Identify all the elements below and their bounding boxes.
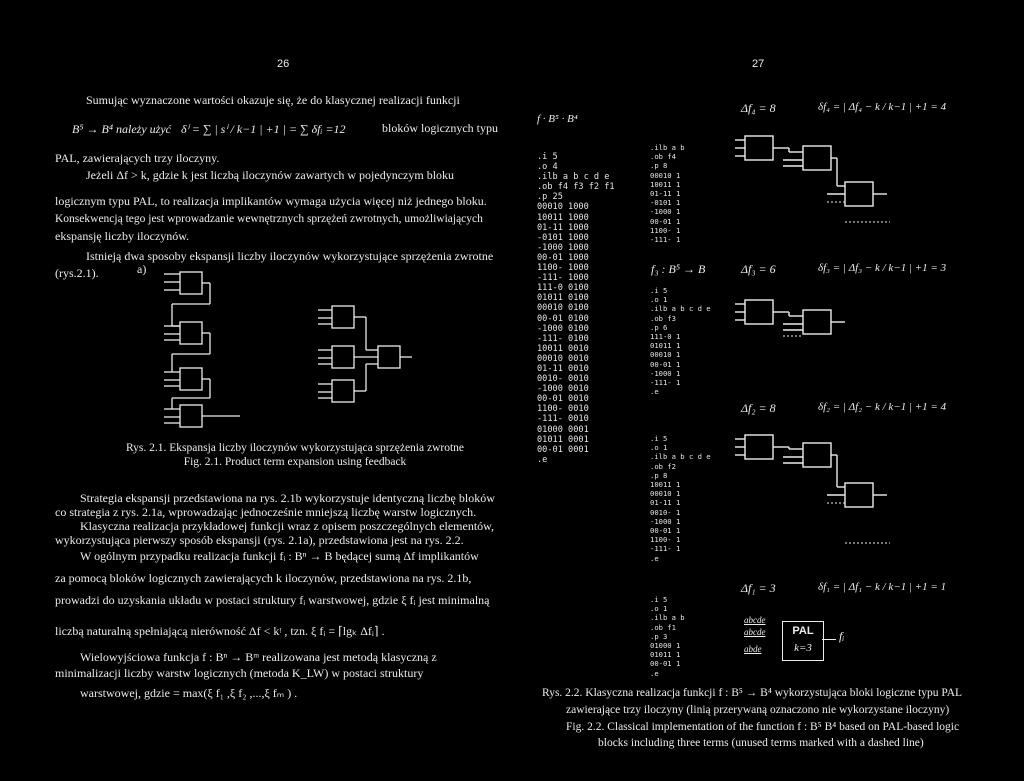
pla-listing-f1: .i 5 .o 1 .ilb a b .ob f1 .p 3 01000 1 01011 1 00-01 1 .e — [650, 595, 685, 678]
formula-tail-text: bloków logicznych typu — [382, 121, 498, 135]
f3-delta: Δf₃ = 6 — [741, 262, 776, 276]
pal-legend — [744, 615, 884, 665]
paragraph-6-line-1: W ogólnym przypadku realizacja funkcji fᵢ : Bⁿ → B będącej sumą Δf implikantów — [80, 549, 479, 563]
pal-output-label: fᵢ — [839, 629, 845, 643]
paragraph-4-line-2: co strategia z rys. 2.1a, wprowadzając jednocześnie mniejszą liczbę warstw logicznych. — [55, 505, 477, 519]
paragraph-6-line-4: liczbą naturalną spełniającą nierówność Δf < kᵎ , tzn. ξ fᵢ = ⌈lgₖ Δfᵢ⌉ . — [55, 624, 385, 638]
paragraph-4-line-1: Strategia ekspansji przedstawiona na rys. 2.1b wykorzystuje identyczną liczbę bloków — [80, 491, 495, 505]
pla-listing-f2: .i 5 .o 1 .ilb a b c d e .ob f2 .p 8 10011 1 00010 1 01-11 1 0010- 1 -1000 1 00-01 1 1100- 1 -111- 1 .e — [650, 434, 711, 563]
f1-delta: Δf₁ = 3 — [741, 581, 776, 595]
figure-2-2-caption-en-2: blocks including three terms (unused terms marked with a dashed line) — [598, 737, 924, 749]
paragraph-7-line-1: Wielowyjściowa funkcja f : Bⁿ → Bᵐ realizowana jest metodą klasyczną z — [80, 650, 437, 664]
figure-2-2-caption-pl-1: Rys. 2.2. Klasyczna realizacja funkcji f : B⁵ → B⁴ wykorzystująca bloki logiczne typu PAL — [542, 687, 963, 699]
figure-2-1-diagram — [150, 260, 430, 435]
formula-block-count: δⁱ = ∑ | sⁱ / k−1 | +1 | = ∑ δfᵢ =12 — [181, 122, 346, 136]
f4-delta-formula: δf₄ = | Δf₄ − k / k−1 | +1 = 4 — [818, 101, 947, 113]
f4-delta: Δf₄ = 8 — [741, 101, 776, 115]
paragraph-7-line-3: warstwowej, gdzie = max(ξ f₁ ,ξ f₂ ,...,ξ fₘ ) . — [80, 686, 298, 700]
pal-inputs-line-2: abcde — [744, 627, 766, 637]
function-header: f · B⁵ · B⁴ — [537, 113, 578, 125]
pal-inputs-line-3: abde — [744, 644, 762, 654]
f2-pal-diagram — [735, 425, 895, 555]
figure-2-1-caption-en: Fig. 2.1. Product term expansion using feedback — [183, 456, 407, 468]
figure-2-2-caption-pl-2: zawierające trzy iloczyny (linią przerywaną oznaczono nie wykorzystane iloczyny) — [566, 704, 950, 716]
page-number-right: 27 — [752, 58, 765, 70]
f3-pal-diagram — [735, 286, 895, 396]
formula-arrow: B⁵ → B⁴ należy użyć — [72, 122, 171, 136]
paragraph-5-line-1: Klasyczna realizacja przykładowej funkcji wraz z opisem poszczególnych elementów, — [80, 519, 495, 533]
page-number-left: 26 — [277, 58, 290, 70]
f1-delta-formula: δf₁ = | Δf₁ − k / k−1 | +1 = 1 — [818, 581, 947, 593]
f4-pal-diagram — [735, 124, 895, 234]
figure-label-a: a) — [137, 262, 147, 276]
f3-function-label: f₃ : B⁵ → B — [651, 262, 706, 276]
paragraph-6-line-2: za pomocą bloków logicznych zawierających k iloczynów, przedstawiona na rys. 2.1b, — [55, 571, 472, 585]
figure-2-1-caption-pl: Rys. 2.1. Ekspansja liczby iloczynów wykorzystująca sprzężenia zwrotne — [125, 442, 465, 454]
pal-inputs-line-1: abcde — [744, 615, 766, 625]
paragraph-1-line-3: PAL, zawierających trzy iloczyny. — [55, 151, 220, 165]
paragraph-7-line-2: minimalizacji liczby warstw logicznych (metoda K_LW) w postaci struktury — [55, 666, 424, 680]
f2-delta: Δf₂ = 8 — [741, 401, 776, 415]
pal-block-k: k=3 — [794, 642, 812, 654]
paragraph-2-line-2: logicznym typu PAL, to realizacja implikantów wymaga użycia więcej niż jednego bloku. — [55, 194, 487, 208]
paragraph-6-line-3: prowadzi do uzyskania układu w postaci struktury fᵢ warstwowej, gdzie ξ fᵢ jest minimalną — [55, 593, 490, 607]
paragraph-5-line-2: wykorzystująca pierwszy sposób ekspansji (rys. 2.1a), przedstawiona jest na rys. 2.2. — [55, 533, 464, 547]
pal-output-line — [822, 639, 836, 640]
pal-block-label: PAL — [792, 625, 814, 637]
paragraph-2-line-4: ekspansję liczby iloczynów. — [55, 229, 190, 243]
pal-block — [782, 621, 824, 661]
pla-listing-f4: .ilb a b .ob f4 .p 8 00010 1 10011 1 01-11 1 -0101 1 -1000 1 00-01 1 1100- 1 -111- 1 — [650, 143, 685, 245]
figure-2-2-caption-en-1: Fig. 2.2. Classical implementation of the function f : B⁵ B⁴ based on PAL-based logic — [566, 721, 960, 733]
paragraph-3-line-1: Istnieją dwa sposoby ekspansji liczby iloczynów wykorzystujące sprzężenia zwrotne — [86, 249, 494, 263]
pla-listing-f3: .i 5 .o 1 .ilb a b c d e .ob f3 .p 6 111-0 1 01011 1 00010 1 00-01 1 -1000 1 -111- 1 .e — [650, 286, 711, 397]
f2-delta-formula: δf₂ = | Δf₂ − k / k−1 | +1 = 4 — [818, 401, 947, 413]
f3-delta-formula: δf₃ = | Δf₃ − k / k−1 | +1 = 3 — [818, 262, 947, 274]
paragraph-1-line-1: Sumując wyznaczone wartości okazuje się, że do klasycznej realizacji funkcji — [86, 93, 460, 107]
paragraph-3-line-2: (rys.2.1). — [55, 266, 99, 280]
pla-listing-main: .i 5 .o 4 .ilb a b c d e .ob f4 f3 f2 f1 .p 25 00010 1000 10011 1000 01-11 1000 -0101 1000 -1000 1000 00-01 1000 1100- 1000 -111- 1000 111-0 0100 01011 0100 00010 0100 00-01 0100 -1000 0100 -111- 0100 10011 0010 00010 0010 01-11 0010 0010- 0010 -1000 0010 00-01 0010 1100- 0010 -111- 0010 01000 0001 01011 0001 00-01 0001 .e — [537, 152, 615, 465]
paragraph-2-line-1: Jeżeli Δf > k, gdzie k jest liczbą iloczynów zawartych w pojedynczym bloku — [86, 168, 455, 182]
paragraph-2-line-3: Konsekwencją tego jest wprowadzanie wewnętrznych sprzężeń zwrotnych, umożliwiających — [55, 213, 483, 225]
